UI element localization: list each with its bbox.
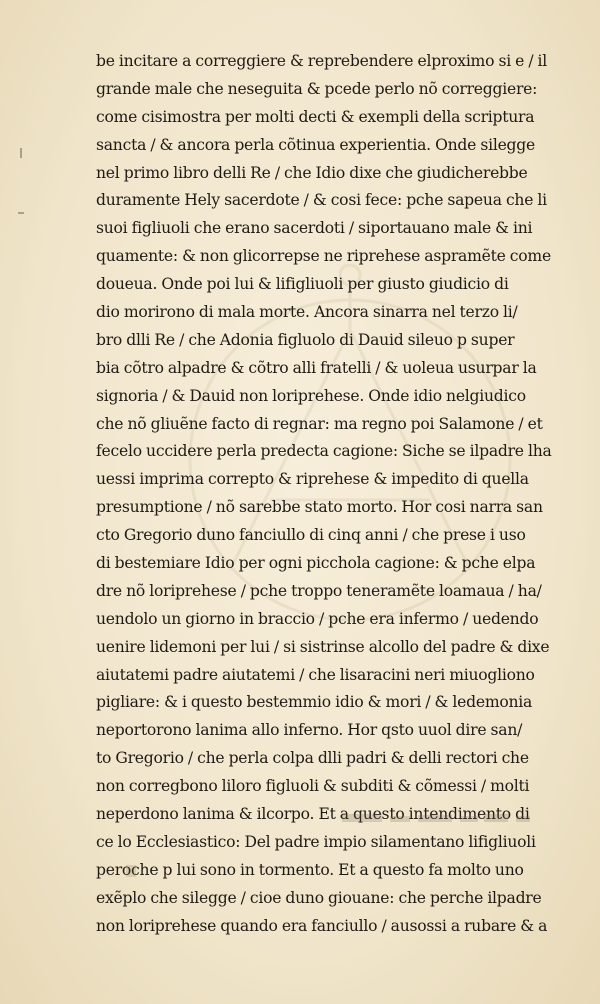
text-line: bia cõtro alpadre & cõtro alli fratelli / & uoleua usurpar la	[96, 358, 537, 377]
text-line: sancta / & ancora perla cõtinua experientia. Onde silegge	[96, 135, 535, 154]
text-line: neperdono lanima & ilcorpo. Et a questo intendimento di	[96, 805, 530, 824]
text-line: dio morirono di mala morte. Ancora sinarra nel terzo li/	[96, 303, 518, 322]
text-line: presumptione / nõ sarebbe stato morto. Hor cosi narra san	[96, 498, 543, 517]
margin-mark	[20, 148, 22, 158]
text-line: duramente Hely sacerdote / & cosi fece: pche sapeua che li	[96, 191, 547, 210]
text-line: grande male che neseguita & pcede perlo nõ correggiere:	[96, 79, 538, 98]
text-line: aiutatemi padre aiutatemi / che lisaracini neri miuogliono	[96, 665, 535, 684]
text-line: nel primo libro delli Re / che Idio dixe che giudicherebbe	[96, 163, 528, 182]
bleed-through-glyphs	[120, 862, 140, 882]
margin-mark	[18, 212, 24, 214]
text-line: neportorono lanima allo inferno. Hor qsto uuol dire san/	[96, 721, 523, 740]
text-line: uenire lidemoni per lui / si sistrinse alcollo del padre & dixe	[96, 637, 550, 656]
text-line: dre nõ loriprehese / pche troppo teneramẽte loamaua / ha/	[96, 581, 542, 600]
text-line: exẽplo che silegge / cioe duno giouane: che perche ilpadre	[96, 888, 542, 907]
text-line: di bestemiare Idio per ogni picchola cagione: & pche elpa	[96, 554, 536, 573]
text-line: non loriprehese quando era fanciullo / ausossi a rubare & a	[96, 916, 548, 935]
text-line: ce lo Ecclesiastico: Del padre impio silamentano lifigliuoli	[96, 832, 536, 851]
text-line: peroche p lui sono in tormento. Et a questo fa molto uno	[96, 860, 524, 879]
text-line: che nõ gliuẽne facto di regnar: ma regno poi Salamone / et	[96, 414, 543, 433]
text-line: suoi figliuoli che erano sacerdoti / siportauano male & ini	[96, 219, 533, 238]
text-line: quamente: & non glicorrepse ne riprehese aspramẽte come	[96, 247, 551, 266]
bleed-through-text	[330, 810, 530, 832]
text-line: signoria / & Dauid non loriprehese. Onde idio nelgiudico	[96, 386, 526, 405]
text-line: non corregbono liloro figluoli & subditi & cõmessi / molti	[96, 777, 530, 796]
text-line: pigliare: & i questo bestemmio idio & mori / & ledemonia	[96, 693, 533, 712]
text-line: doueua. Onde poi lui & lifigliuoli per giusto giudicio di	[96, 275, 509, 294]
page-text-block	[96, 48, 556, 941]
text-line: uendolo un giorno in braccio / pche era infermo / uedendo	[96, 609, 539, 628]
text-line: cto Gregorio duno fanciullo di cinq anni / che prese i uso	[96, 526, 526, 545]
text-line: fecelo uccidere perla predecta cagione: Siche se ilpadre lha	[96, 442, 552, 461]
text-line: be incitare a correggiere & reprebendere elproximo si e / il	[96, 52, 548, 70]
text-line: come cisimostra per molti decti & exempli della scriptura	[96, 107, 535, 126]
text-line: to Gregorio / che perla colpa dlli padri & delli rectori che	[96, 749, 529, 768]
bleed-through-text	[120, 862, 140, 886]
text-line: uessi imprima correpto & riprehese & impedito di quella	[96, 470, 529, 489]
bleed-through-glyphs	[330, 810, 530, 828]
text-line: bro dlli Re / che Adonia figluolo di Dauid sileuo p super	[96, 330, 515, 349]
